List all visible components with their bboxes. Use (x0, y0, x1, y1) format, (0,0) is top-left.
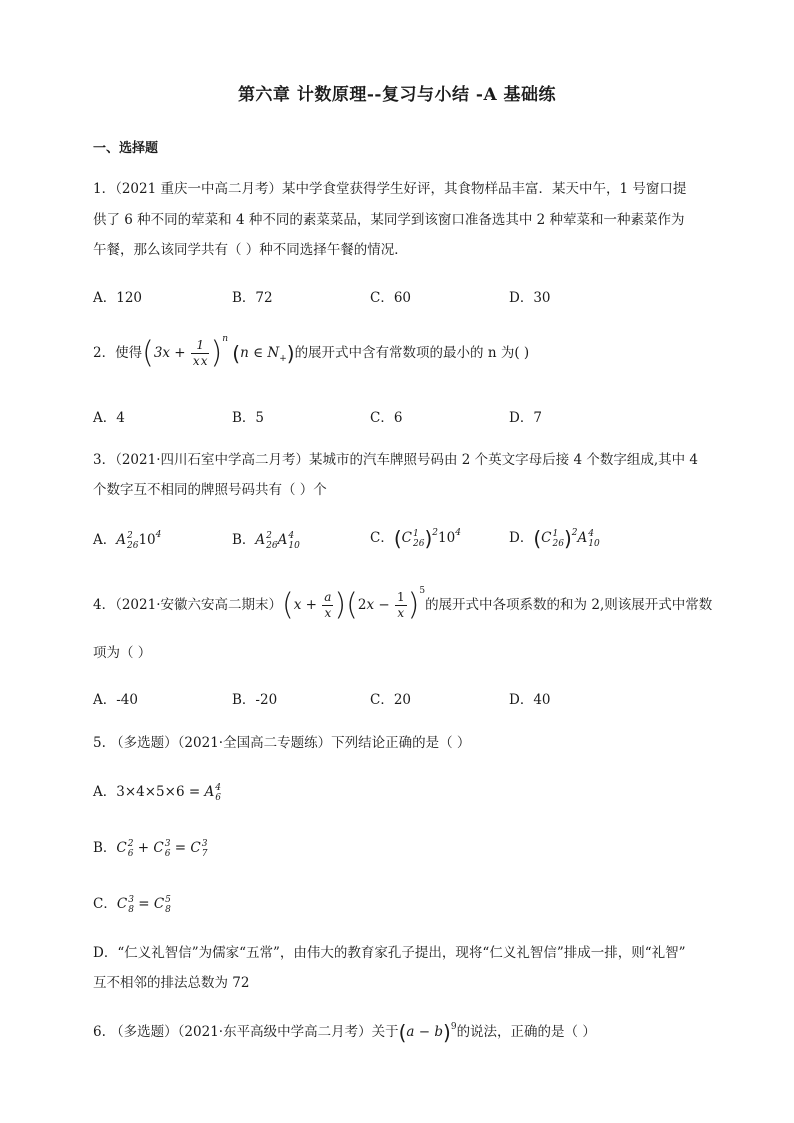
q5-option-a: A．3×4×5×6 = A 4 6 (93, 782, 221, 803)
q5-option-d-line-1: D．“仁义礼智信”为儒家“五常”，由伟大的教育家孔子提出，现将“仁义礼智信”排成一排，则“礼智” (93, 945, 686, 961)
q1-option-c: C．60 (370, 290, 412, 306)
q1-line-2: 供了 6 种不同的荤菜和 4 种不同的素菜菜品，某同学到该窗口准备选其中 2 种荤菜和一种素菜作为 (93, 212, 685, 228)
q5-option-d-line-2: 互不相邻的排法总数为 72 (93, 975, 250, 991)
q2-option-c: C．6 (370, 410, 403, 426)
q4-option-d: D．40 (509, 692, 551, 708)
q2-suffix: 的展开式中含有常数项的最小的 n 为( ) (294, 345, 530, 361)
q4-option-c: C．20 (370, 692, 412, 708)
q2-option-d: D．7 (509, 410, 542, 426)
q3-option-a: A．A 2 26 $10^4$ (93, 530, 162, 551)
q3-option-d: D．(C 1 26 )$^2$A 4 10 (509, 526, 600, 551)
q6-suffix: 的说法，正确的是（ ） (456, 1024, 596, 1040)
q3-line-2: 个数字互不相同的牌照号码共有（ ）个 (93, 482, 327, 498)
section-heading: 一、选择题 (93, 141, 159, 156)
q2-option-a: A．4 (93, 410, 125, 426)
q5-option-b: B．C 2 6 + C 3 6 = C 3 7 (93, 838, 208, 859)
q4-option-b: B．-20 (232, 692, 278, 708)
q3-option-c: C．(C 1 26 )$^210^4$ (370, 526, 461, 551)
q2-stem: 2．使得(3x + $\frac{1}{xx}$ )$^n$ (n ∈ $N_+$)的展开式中含有常数项的最小的 n 为( ) (93, 334, 530, 371)
page-title: 第六章 计数原理--复习与小结 -A 基础练 (237, 85, 557, 105)
q6-stem: 6. （多选题）（2021·东平高级中学高二月考）关于$(a - b)^9$的说法，正确的是（ ） (93, 1020, 596, 1045)
q4-option-a: A．-40 (93, 692, 138, 708)
q4-stem: 4．（2021·安徽六安高二期末）(x + $\frac{a}{x}$ )(2x − $\frac{1}{x}$ )$^5$的展开式中各项系数的和为 2,则该展开式中常数 (93, 586, 713, 623)
q5-stem: 5. （多选题）（2021·全国高二专题练）下列结论正确的是（ ） (93, 735, 471, 751)
q1-line-3: 午餐，那么该同学共有（ ）种不同选择午餐的情况． (93, 242, 408, 258)
q1-option-b: B．72 (232, 290, 273, 306)
q6-prefix: 6. （多选题）（2021·东平高级中学高二月考）关于 (93, 1024, 399, 1040)
q3-option-b: B．A 2 26 A 4 10 (232, 530, 300, 551)
q2-prefix: 2．使得 (93, 345, 143, 361)
q4-prefix: 4．（2021·安徽六安高二期末） (93, 597, 282, 613)
q1-option-d: D．30 (509, 290, 551, 306)
q3-line-1: 3．（2021·四川石室中学高二月考）某城市的汽车牌照号码由 2 个英文字母后接 4 个数字组成,其中 4 (93, 452, 699, 468)
q2-option-b: B．5 (232, 410, 265, 426)
q4-suffix: 的展开式中各项系数的和为 2,则该展开式中常数 (425, 597, 713, 613)
q1-option-a: A．120 (93, 290, 143, 306)
q5-option-c: C．C 3 8 = C 5 8 (93, 894, 171, 915)
q4-line-2: 项为（ ） (93, 645, 152, 661)
q1-line-1: 1．（2021 重庆一中高二月考）某中学食堂获得学生好评，其食物样品丰富．某天中午，1 号窗口提 (93, 181, 687, 197)
